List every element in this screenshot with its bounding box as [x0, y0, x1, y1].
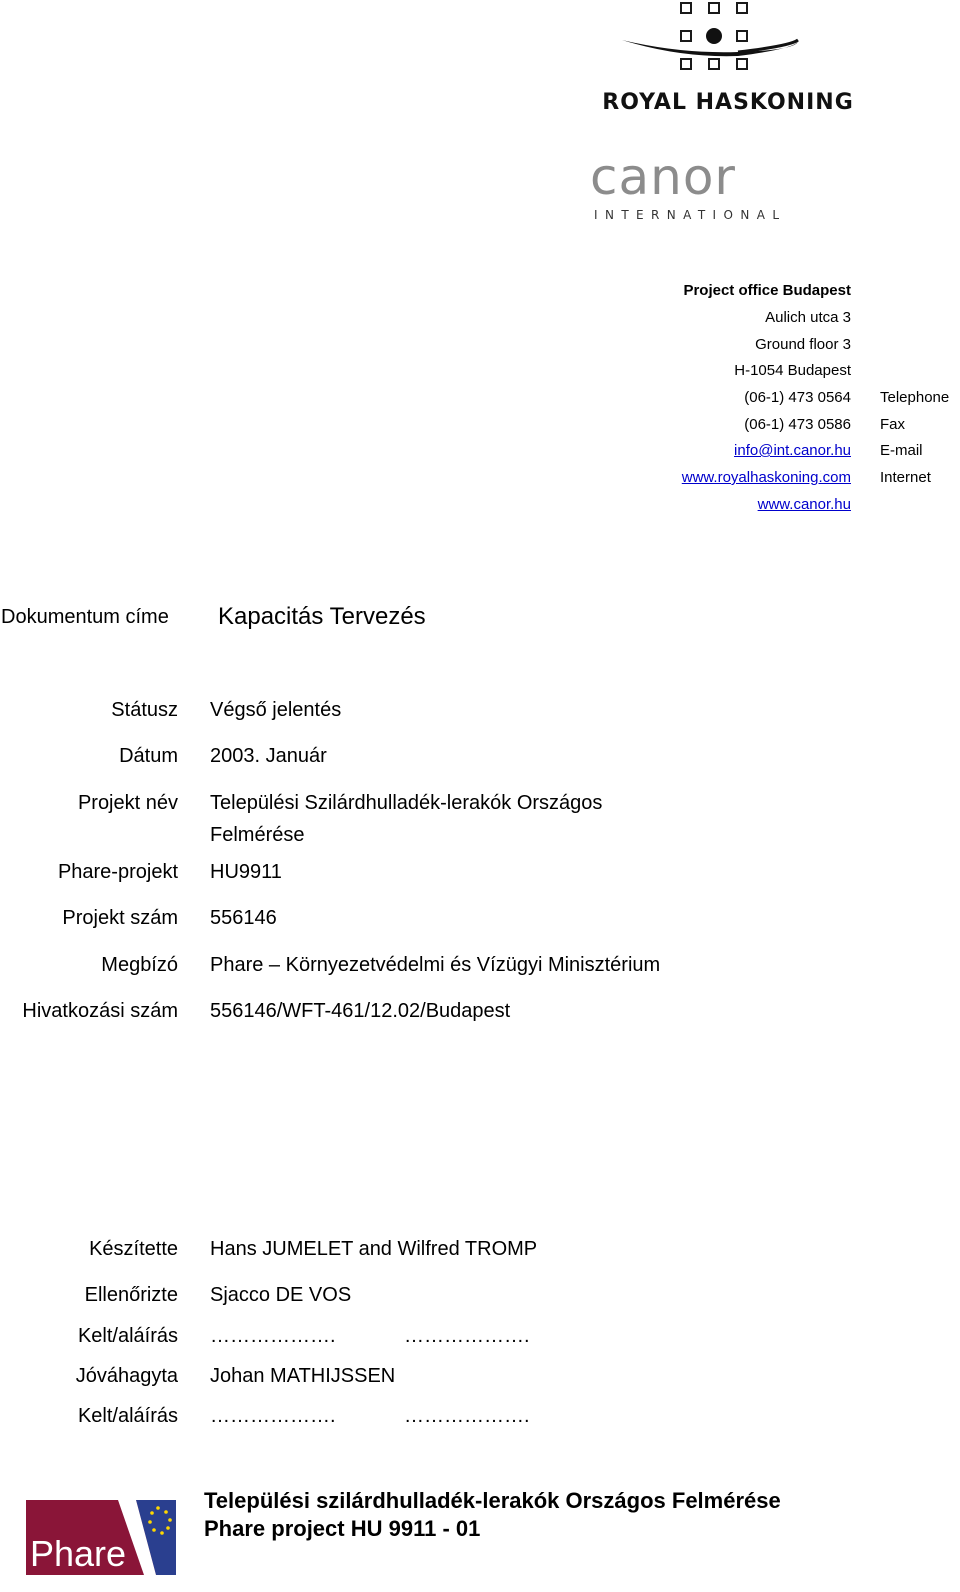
client-label: Megbízó: [101, 954, 178, 976]
canor-logo: [590, 148, 830, 230]
phare-project-value: HU9911: [210, 861, 282, 883]
logo-square: [680, 30, 692, 42]
royalhaskoning-link[interactable]: www.royalhaskoning.com: [681, 469, 851, 486]
office-fax: (06-1) 473 0586: [744, 416, 851, 433]
logo-square: [708, 2, 720, 14]
logo-square: [736, 2, 748, 14]
project-name-line2: Felmérése: [210, 824, 305, 846]
office-title: Project office Budapest: [683, 282, 851, 299]
date-signature-label: Kelt/aláírás: [77, 1325, 178, 1347]
reference-label: Hivatkozási szám: [22, 1000, 178, 1022]
signature-date-field: ……………….: [210, 1405, 336, 1427]
footer-project-title: Települési szilárdhulladék-lerakók Országos Felmérése: [204, 1488, 781, 1513]
canor-website-link[interactable]: www.canor.hu: [757, 496, 851, 513]
phare-logo-graphic: [26, 1500, 176, 1575]
canor-subtitle: INTERNATIONAL: [594, 208, 787, 222]
internet-label: Internet: [880, 469, 931, 486]
project-name-line1: Települési Szilárdhulladék-lerakók Országos: [210, 792, 603, 814]
logo-square: [708, 58, 720, 70]
phone-label: Telephone: [880, 389, 950, 406]
logo-square: [736, 30, 748, 42]
reference-value: 556146/WFT-461/12.02/Budapest: [210, 1000, 511, 1022]
project-number-value: 556146: [210, 907, 277, 929]
status-label: Státusz: [111, 699, 178, 721]
logo-square: [736, 58, 748, 70]
office-city: H-1054 Budapest: [734, 362, 851, 379]
status-value: Végső jelentés: [210, 699, 342, 721]
logo-square: [680, 2, 692, 14]
checked-by-label: Ellenőrizte: [84, 1284, 178, 1306]
project-name-label: Projekt név: [77, 792, 178, 814]
fax-label: Fax: [880, 416, 906, 433]
approved-by-value: Johan MATHIJSSEN: [210, 1365, 396, 1387]
canor-wordmark: canor: [590, 148, 736, 206]
phare-project-label: Phare-projekt: [57, 861, 178, 883]
prepared-by-value: Hans JUMELET and Wilfred TROMP: [210, 1238, 538, 1260]
signature-field: ……………….: [404, 1405, 530, 1427]
footer-project-code: Phare project HU 9911 - 01: [204, 1516, 481, 1541]
phare-logo: [26, 1500, 176, 1575]
approved-by-label: Jóváhagyta: [75, 1365, 178, 1387]
client-value: Phare – Környezetvédelmi és Vízügyi Minisztérium: [210, 954, 661, 976]
svg-text:Phare: Phare: [30, 1533, 127, 1574]
prepared-by-label: Készítette: [89, 1238, 178, 1260]
logo-square: [680, 58, 692, 70]
date-label: Dátum: [119, 745, 178, 767]
checked-by-value: Sjacco DE VOS: [210, 1284, 352, 1306]
email-label: E-mail: [880, 442, 923, 459]
office-floor: Ground floor 3: [755, 336, 851, 353]
office-street: Aulich utca 3: [765, 309, 851, 326]
date-signature-label: Kelt/aláírás: [77, 1405, 178, 1427]
signature-date-field: ……………….: [210, 1325, 336, 1347]
document-title-label: Dokumentum címe: [1, 606, 169, 628]
date-value: 2003. Január: [210, 745, 327, 767]
logo-dot: [706, 28, 722, 44]
royal-haskoning-wordmark: ROYAL HASKONING: [602, 90, 854, 115]
email-link[interactable]: info@int.canor.hu: [734, 442, 851, 459]
signature-field: ……………….: [404, 1325, 530, 1347]
royal-haskoning-logo: [602, 0, 860, 115]
office-phone: (06-1) 473 0564: [744, 389, 851, 406]
document-title: Kapacitás Tervezés: [218, 603, 426, 630]
project-number-label: Projekt szám: [62, 907, 178, 929]
